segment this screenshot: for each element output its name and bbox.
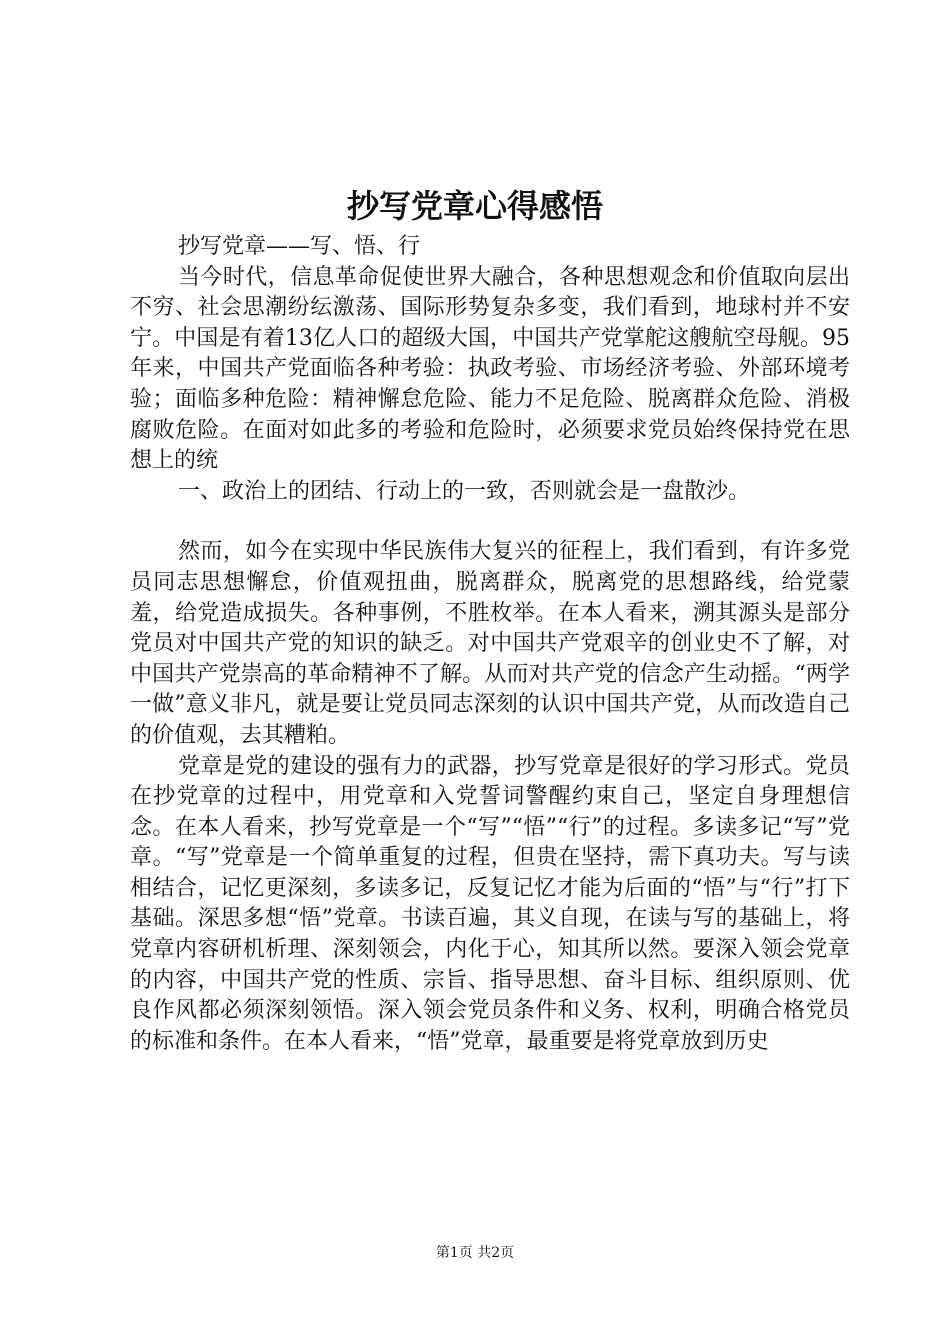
body-paragraph: 然而，如今在实现中华民族伟大复兴的征程上，我们看到，有许多党员同志思想懈怠，价值观扭曲，脱离群众，脱离党的思想路线，给党蒙羞，给党造成损失。各种事例，不胜枚举。在本人看来，溯其源头是部分党员对中国共产党的知识的缺乏。对中国共产党艰辛的创业史不了解，对中国共产党崇高的革命精神不了解。从而对共产党的信念产生动摇。“两学一做”意义非凡，就是要让党员同志深刻的认识中国共产党，从而改造自己的价值观，去其糟粕。 [130,539,850,748]
subtitle-paragraph: 抄写党章——写、悟、行 [178,234,421,259]
body-paragraph: 当今时代，信息革命促使世界大融合，各种思想观念和价值取向层出不穷、社会思潮纷纭激荡、国际形势复杂多变，我们看到，地球村并不安宁。中国是有着13亿人口的超级大国，中国共产党掌舵这艘航空母舰。95年来，中国共产党面临各种考验：执政考验、市场经济考验、外部环境考验；面临多种危险：精神懈怠危险、能力不足危险、脱离群众危险、消极腐败危险。在面对如此多的考验和危险时，必须要求党员始终保持党在思想上的统 [130,264,850,474]
document-title: 抄写党章心得感悟 [346,187,603,225]
page-number-footer: 第1页 共2页 [435,1245,515,1261]
document-body [130,232,850,1057]
body-paragraph: 党章是党的建设的强有力的武器，抄写党章是很好的学习形式。党员在抄党章的过程中，用党章和入党誓词警醒约束自己，坚定自身理想信念。在本人看来，抄写党章是一个“写”“悟”“行”的过程。多读多记“写”党章。“写”党章是一个简单重复的过程，但贵在坚持，需下真功夫。写与读相结合，记忆更深刻，多读多记，反复记忆才能为后面的“悟”与“行”打下基础。深思多想“悟”党章。书读百遍，其义自现，在读与写的基础上，将党章内容研机析理、深刻领会，内化于心，知其所以然。要深入领会党章的内容，中国共产党的性质、宗旨、指导思想、奋斗目标、组织原则、优良作风都必须深刻领悟。深入领会党员条件和义务、权利，明确合格党员的标准和条件。在本人看来，“悟”党章，最重要是将党章放到历史 [130,753,850,1054]
body-paragraph: 一、政治上的团结、行动上的一致，否则就会是一盘散沙。 [178,478,751,504]
